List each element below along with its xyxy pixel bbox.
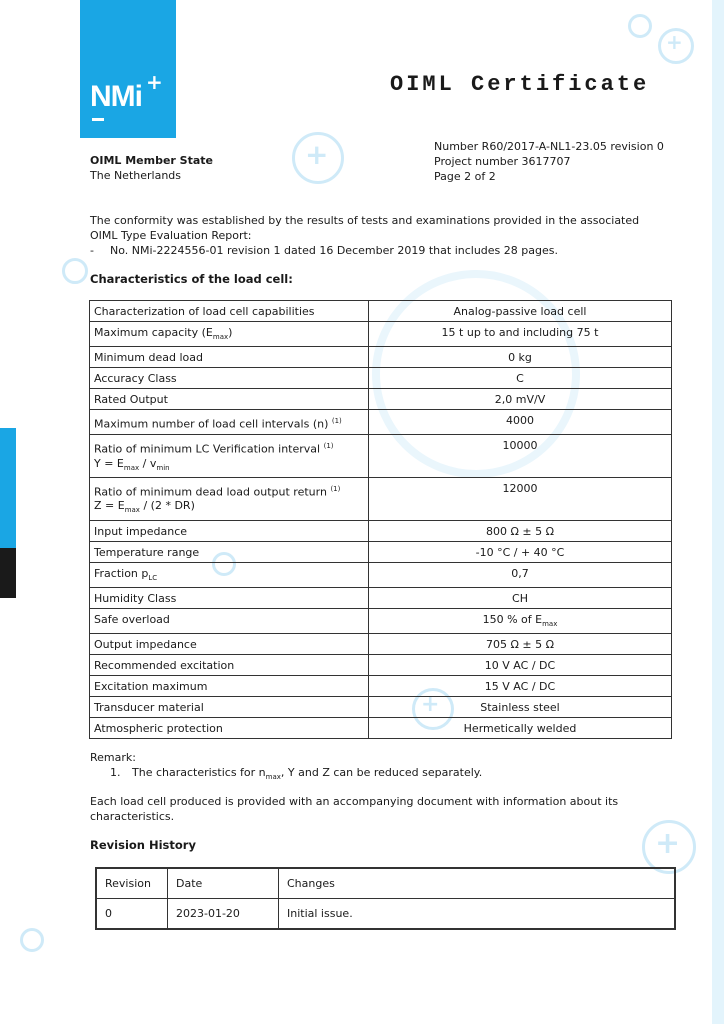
characteristic-value-cell: [369, 322, 672, 347]
characteristic-value: 10 V AC / DC: [484, 658, 556, 672]
characteristic-value-cell: [369, 434, 672, 477]
characteristic-label: Maximum capacity (E: [94, 326, 213, 339]
characteristic-value-cell: [369, 541, 672, 562]
plus-icon: +: [421, 692, 440, 717]
characteristic-value-cell: [369, 717, 672, 738]
plus-circle-icon: [628, 14, 652, 38]
production-note-line-2: characteristics.: [90, 810, 175, 823]
page-number: Page 2 of 2: [434, 170, 496, 183]
plus-circle-icon: [20, 928, 44, 952]
characteristic-label: Fraction p: [94, 566, 149, 580]
revision-header-row: [96, 868, 675, 899]
table-row: [90, 562, 672, 587]
characteristic-label: Transducer material: [94, 700, 204, 714]
characteristic-value: Stainless steel: [480, 700, 560, 714]
remark-text-a: The characteristics for n: [132, 766, 266, 779]
plus-icon: +: [655, 826, 681, 861]
characteristic-label: Ratio of minimum LC Verification interval: [94, 442, 321, 456]
characteristic-value-cell: [369, 696, 672, 717]
logo-plus-icon: +: [146, 70, 163, 94]
characteristic-value-cell: [369, 562, 672, 587]
characteristics-table-body: [90, 301, 672, 739]
characteristic-label: Rated Output: [94, 393, 168, 407]
production-note: [90, 794, 670, 824]
characteristic-value-cell: [369, 301, 672, 322]
revision-history-table: [95, 867, 676, 930]
characteristic-value: 2,0 mV/V: [494, 393, 546, 407]
value-subscript: max: [542, 619, 558, 628]
left-edge-dark-bar: [0, 548, 16, 598]
changes-cell: Initial issue.: [279, 899, 676, 930]
label-end: ): [228, 326, 233, 339]
characteristic-label-cell: [90, 717, 369, 738]
certificate-number: Number R60/2017-A-NL1-23.05 revision 0: [434, 140, 664, 153]
intro-line-2: OIML Type Evaluation Report:: [90, 229, 252, 242]
characteristic-value: Hermetically welded: [463, 721, 577, 735]
characteristic-label-cell: [90, 347, 369, 368]
formula-text: / (2 * DR): [139, 499, 195, 513]
characteristic-value-cell: [369, 675, 672, 696]
table-row: [90, 368, 672, 389]
characteristic-value: 0 kg: [508, 351, 532, 365]
characteristic-label-cell: [90, 675, 369, 696]
characteristic-label-cell: [90, 389, 369, 410]
plus-icon: +: [305, 138, 329, 171]
characteristic-value-cell: [369, 633, 672, 654]
characteristic-label-cell: [90, 562, 369, 587]
table-row: [90, 301, 672, 322]
label-subscript: LC: [148, 573, 158, 582]
characteristic-value: 4000: [506, 414, 534, 428]
characteristic-label: Excitation maximum: [94, 679, 208, 693]
intro-paragraph: [90, 213, 670, 258]
characteristic-label-cell: [90, 477, 369, 520]
characteristic-label: Minimum dead load: [94, 351, 203, 365]
characteristic-label-cell: [90, 696, 369, 717]
formula-text: / v: [139, 456, 157, 470]
characteristic-value: -10 °C / + 40 °C: [475, 545, 565, 559]
characteristic-value-cell: [369, 608, 672, 633]
characteristic-value: 705 Ω ± 5 Ω: [485, 637, 554, 651]
footnote-marker: (1): [331, 417, 342, 426]
characteristic-label-cell: [90, 368, 369, 389]
remark-item: [110, 765, 482, 785]
characteristic-value: Analog-passive load cell: [453, 305, 587, 318]
characteristic-value: 15 t up to and including 75 t: [441, 326, 599, 339]
label-subscript: max: [212, 333, 229, 342]
characteristic-value: 15 V AC / DC: [484, 679, 556, 693]
characteristic-label-cell: [90, 322, 369, 347]
characteristic-label: Temperature range: [94, 545, 200, 559]
characteristic-label-cell: [90, 301, 369, 322]
characteristic-label: Atmospheric protection: [94, 721, 223, 735]
characteristic-value-cell: [369, 520, 672, 541]
formula-subscript: max: [123, 463, 140, 472]
table-row: [90, 654, 672, 675]
table-row: [90, 434, 672, 477]
characteristic-label-cell: [90, 633, 369, 654]
table-row: [90, 675, 672, 696]
characteristic-label-cell: [90, 520, 369, 541]
revision-history-heading: Revision History: [90, 838, 196, 852]
certificate-title: OIML Certificate: [390, 72, 650, 97]
characteristic-value: 800 Ω ± 5 Ω: [485, 524, 554, 538]
formula-text: Z = E: [94, 499, 125, 513]
table-row: [90, 717, 672, 738]
characteristic-value: C: [516, 372, 524, 386]
characteristic-label: Recommended excitation: [94, 658, 235, 672]
table-row: [90, 322, 672, 347]
footnote-marker: (1): [330, 484, 341, 493]
bullet-dash: -: [90, 244, 94, 257]
table-row: [90, 696, 672, 717]
remark-item-number: 1.: [110, 766, 121, 779]
logo-dash: [92, 118, 104, 121]
characteristic-label-cell: [90, 654, 369, 675]
report-reference: No. NMi-2224556-01 revision 1 dated 16 December 2019 that includes 28 pages.: [110, 244, 558, 257]
plus-circle-icon: [62, 258, 88, 284]
remark-subscript: max: [265, 773, 281, 782]
characteristic-value: 10000: [502, 438, 538, 452]
intro-bullet: [90, 243, 670, 258]
production-note-line-1: Each load cell produced is provided with an accompanying document with information about its: [90, 795, 619, 808]
characteristic-value-cell: [369, 368, 672, 389]
characteristic-label: Safe overload: [94, 612, 170, 626]
characteristic-label: Maximum number of load cell intervals (n): [94, 417, 329, 431]
characteristic-label: Accuracy Class: [94, 372, 177, 386]
characteristic-value: 12000: [502, 481, 538, 495]
characteristic-value-cell: [369, 654, 672, 675]
member-state-value: The Netherlands: [90, 169, 182, 182]
table-row: [90, 520, 672, 541]
remark-label: Remark:: [90, 751, 136, 764]
characteristic-label: Output impedance: [94, 637, 197, 651]
table-row: [90, 347, 672, 368]
nmi-logo: [80, 0, 176, 138]
table-row: [96, 899, 675, 930]
table-row: [90, 410, 672, 435]
date-cell: 2023-01-20: [168, 899, 279, 930]
characteristic-label: Characterization of load cell capabilities: [94, 305, 315, 318]
date-column-header: Date: [168, 868, 279, 899]
characteristic-value-cell: [369, 587, 672, 608]
characteristics-table: [89, 300, 672, 739]
formula-text: Y = E: [94, 456, 124, 470]
characteristic-label-cell: [90, 541, 369, 562]
project-number: Project number 3617707: [434, 155, 571, 168]
characteristic-label-cell: [90, 587, 369, 608]
characteristic-value-cell: [369, 347, 672, 368]
characteristic-value: CH: [512, 591, 528, 605]
table-row: [90, 477, 672, 520]
characteristic-value-cell: [369, 410, 672, 435]
characteristic-label: Humidity Class: [94, 591, 177, 605]
characteristic-value: 0,7: [511, 566, 529, 580]
characteristic-label-cell: [90, 608, 369, 633]
right-edge-stripe: [712, 0, 724, 1024]
characteristic-value-cell: [369, 477, 672, 520]
characteristic-value: 150 % of E: [482, 612, 543, 626]
characteristic-label: Input impedance: [94, 524, 188, 538]
member-state-block: [90, 153, 213, 183]
formula-subscript: min: [156, 463, 170, 472]
revision-column-header: Revision: [96, 868, 168, 899]
table-row: [90, 633, 672, 654]
formula-subscript: max: [124, 506, 140, 515]
footnote-marker: (1): [323, 441, 334, 450]
member-state-label: OIML Member State: [90, 154, 214, 167]
intro-line-1: The conformity was established by the results of tests and examinations provided in the associated: [90, 214, 640, 227]
reference-block: [434, 139, 664, 184]
table-row: [90, 587, 672, 608]
plus-icon: +: [666, 30, 683, 54]
revision-cell: 0: [96, 899, 168, 930]
changes-column-header: Changes: [279, 868, 676, 899]
characteristic-label: Ratio of minimum dead load output return: [94, 485, 327, 499]
characteristic-label-cell: [90, 434, 369, 477]
table-row: [90, 608, 672, 633]
remark-text-b: , Y and Z can be reduced separately.: [280, 766, 483, 779]
table-row: [90, 541, 672, 562]
characteristics-heading: Characteristics of the load cell:: [90, 272, 293, 286]
characteristic-value-cell: [369, 389, 672, 410]
table-row: [90, 389, 672, 410]
logo-text: NMi: [90, 80, 142, 113]
left-edge-blue-bar: [0, 428, 16, 548]
characteristic-label-cell: [90, 410, 369, 435]
